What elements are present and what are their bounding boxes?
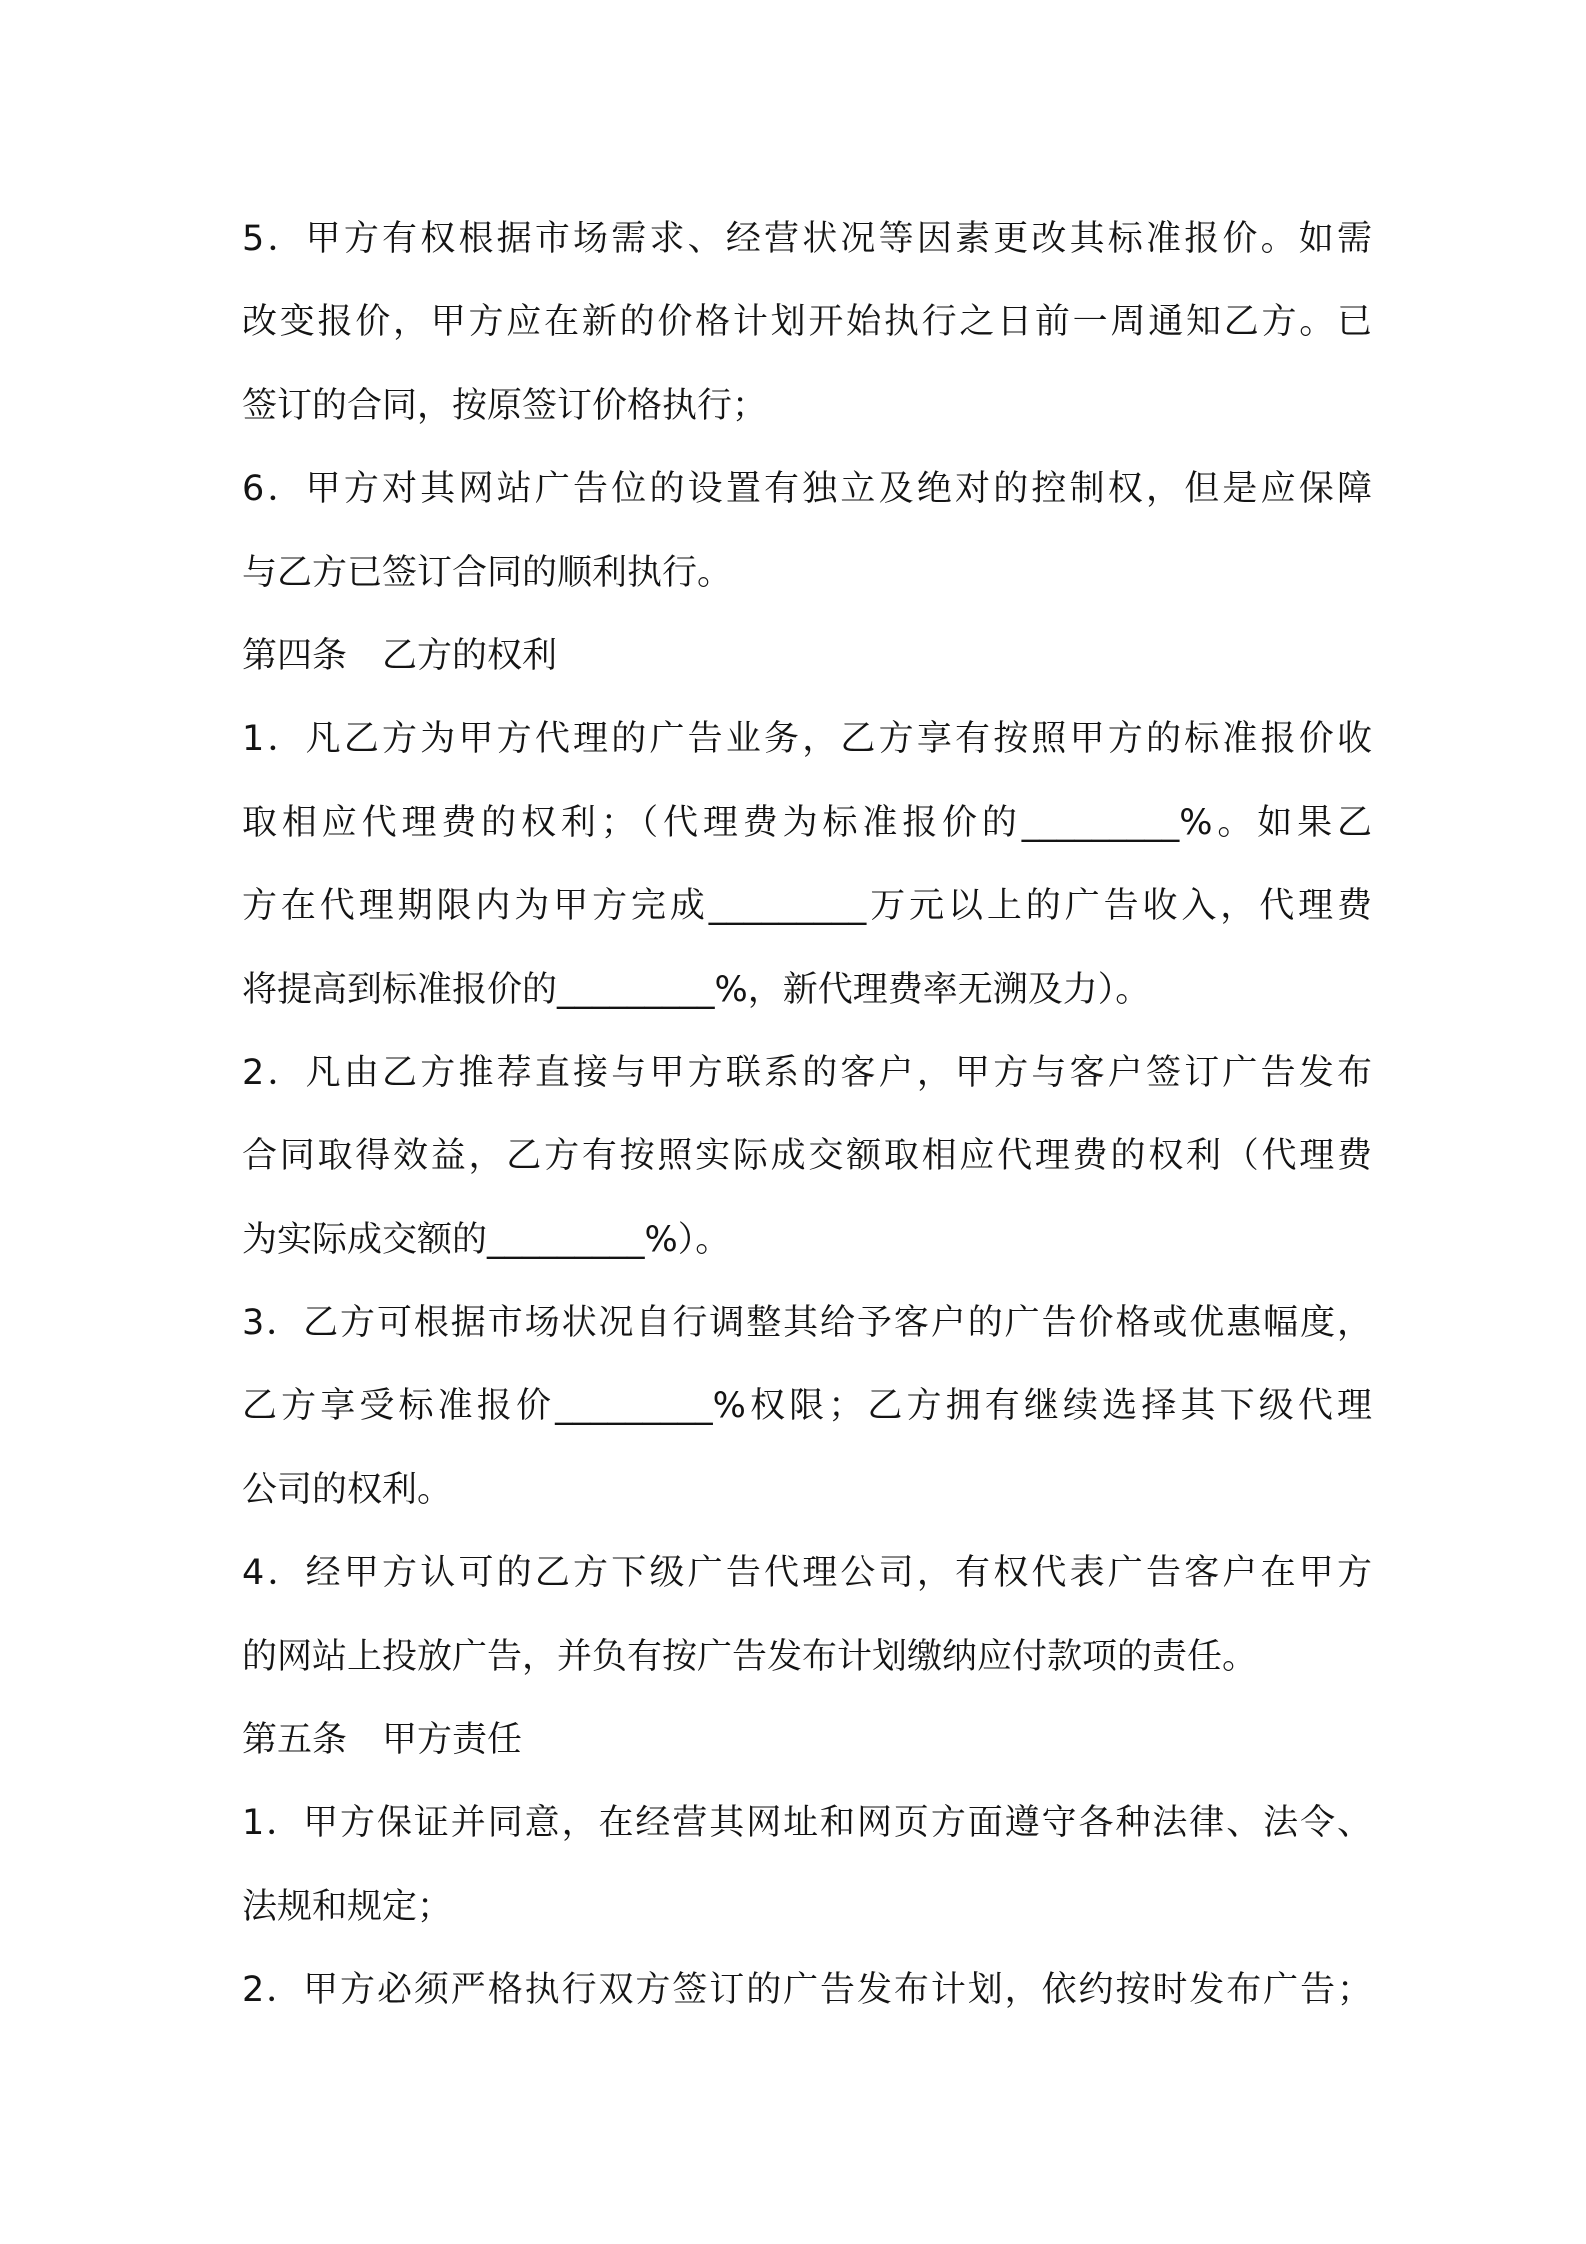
clause-3-6-line-2: 与乙方已签订合同的顺利执行。 xyxy=(242,552,733,593)
clause-4-1-line-2: 取相应代理费的权利；（代理费为标准报价的_________%。如果乙 xyxy=(242,802,1372,843)
clause-4-3-line-3: 公司的权利。 xyxy=(242,1469,453,1510)
clause-4-3-line-2: 乙方享受标准报价_________%权限；乙方拥有继续选择其下级代理 xyxy=(242,1386,1372,1427)
clause-4-1-line-1: 1．凡乙方为甲方代理的广告业务，乙方享有按照甲方的标准报价收 xyxy=(242,719,1372,760)
article-4-heading: 第四条 乙方的权利 xyxy=(242,635,558,676)
clause-4-1-line-4: 将提高到标准报价的_________%，新代理费率无溯及力）。 xyxy=(242,969,1151,1010)
article-5-heading: 第五条 甲方责任 xyxy=(242,1720,523,1761)
clause-4-2-line-2: 合同取得效益，乙方有按照实际成交额取相应代理费的权利（代理费 xyxy=(242,1136,1372,1177)
clause-5-1-line-2: 法规和规定； xyxy=(242,1886,453,1927)
clause-4-2-line-3: 为实际成交额的_________%）。 xyxy=(242,1219,731,1260)
clause-3-6-line-1: 6．甲方对其网站广告位的设置有独立及绝对的控制权，但是应保障 xyxy=(242,469,1372,510)
clause-3-5-line-1: 5．甲方有权根据市场需求、经营状况等因素更改其标准报价。如需 xyxy=(242,219,1372,259)
clause-4-1-line-3: 方在代理期限内为甲方完成_________万元以上的广告收入，代理费 xyxy=(242,886,1372,927)
clause-5-1-line-1: 1．甲方保证并同意，在经营其网址和网页方面遵守各种法律、法令、 xyxy=(242,1803,1372,1844)
clause-4-4-line-2: 的网站上投放广告，并负有按广告发布计划缴纳应付款项的责任。 xyxy=(242,1636,1258,1677)
clause-4-3-line-1: 3．乙方可根据市场状况自行调整其给予客户的广告价格或优惠幅度， xyxy=(242,1303,1372,1344)
clause-3-5-line-3: 签订的合同，按原签订价格执行； xyxy=(242,385,768,426)
clause-5-2-line-1: 2．甲方必须严格执行双方签订的广告发布计划，依约按时发布广告； xyxy=(242,1970,1372,2011)
document-body xyxy=(242,198,1372,2033)
clause-4-4-line-1: 4．经甲方认可的乙方下级广告代理公司，有权代表广告客户在甲方 xyxy=(242,1553,1372,1594)
clause-4-2-line-1: 2．凡由乙方推荐直接与甲方联系的客户，甲方与客户签订广告发布 xyxy=(242,1052,1372,1093)
clause-3-5-line-2: 改变报价，甲方应在新的价格计划开始执行之日前一周通知乙方。已 xyxy=(242,302,1372,343)
